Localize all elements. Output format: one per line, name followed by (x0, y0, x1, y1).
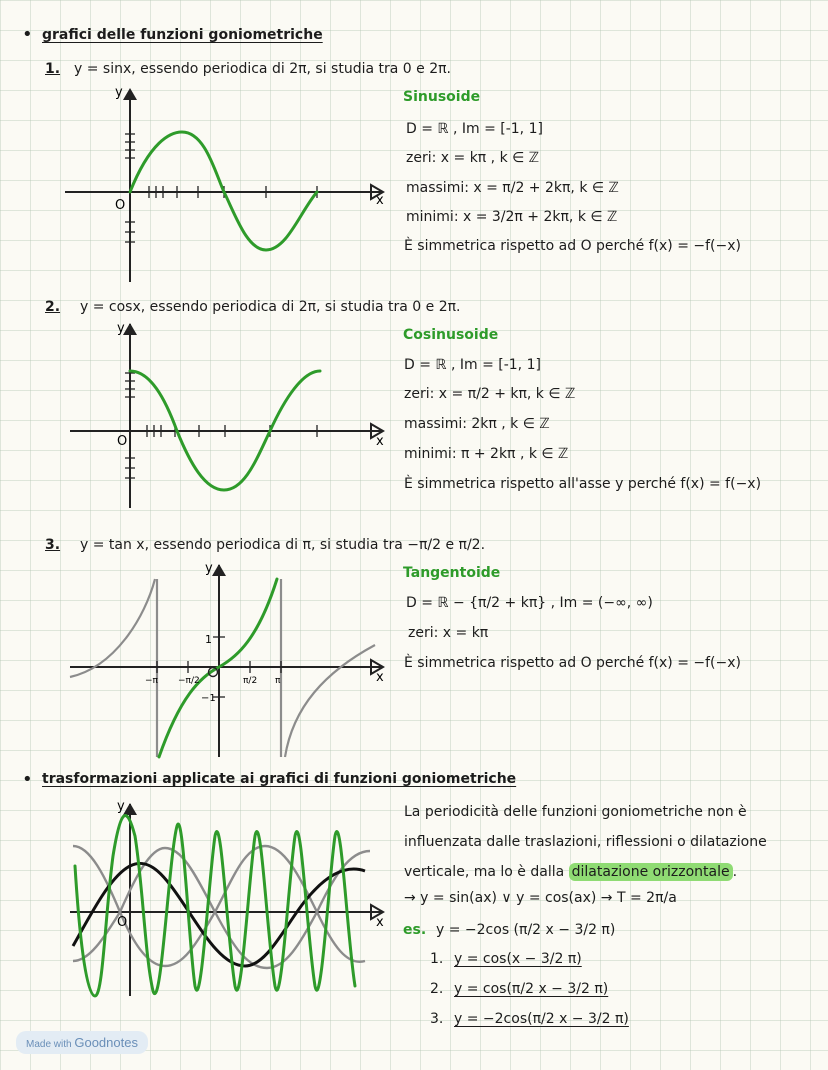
section-title-graphs: grafici delle funzioni goniometriche (42, 27, 323, 43)
cosine-minima: minimi: π + 2kπ , k ∈ ℤ (404, 446, 569, 462)
origin-label: O (115, 198, 126, 213)
cosine-ticks (125, 373, 317, 478)
sine-zeros: zeri: x = kπ , k ∈ ℤ (406, 150, 540, 166)
cosine-zeros: zeri: x = π/2 + kπ, k ∈ ℤ (404, 386, 576, 402)
cos-statement: y = cosx, essendo periodica di 2π, si studia tra 0 e 2π. (80, 299, 461, 315)
item-number-sin: 1. (45, 61, 61, 77)
y-axis-arrow (123, 88, 137, 100)
tangent-zeros: zeri: x = kπ (408, 625, 489, 641)
step-number-3: 3. (430, 1011, 444, 1027)
cosine-symmetry: È simmetrica rispetto all'asse y perché f(x) = f(−x) (404, 476, 762, 492)
tick-label-minus-one: −1 (201, 693, 216, 704)
bullet-2: • (22, 769, 33, 790)
tangent-branch-right (285, 645, 375, 757)
tan-statement: y = tan x, essendo periodica di π, si studia tra −π/2 e π/2. (80, 537, 486, 553)
x-label: x (376, 670, 384, 685)
cosine-name: Cosinusoide (403, 327, 499, 343)
tangent-branch-left (70, 579, 155, 677)
origin-label: O (117, 434, 128, 449)
tick-label-neg-half-pi: −π/2 (178, 676, 200, 686)
tangent-symmetry: È simmetrica rispetto ad O perché f(x) = −f(−x) (404, 655, 741, 671)
badge-prefix: Made with (26, 1039, 72, 1050)
y-axis-arrow (123, 803, 137, 815)
sine-maxima: massimi: x = π/2 + 2kπ, k ∈ ℤ (406, 180, 619, 196)
tick-label-pi: π (275, 676, 281, 686)
step-number-1: 1. (430, 951, 444, 967)
sine-minima: minimi: x = 3/2π + 2kπ, k ∈ ℤ (406, 209, 618, 225)
badge-brand: Goodnotes (74, 1035, 138, 1050)
cosine-domain: D = ℝ , Im = [-1, 1] (404, 357, 541, 373)
transformations-graph (65, 796, 395, 1006)
tangent-graph (65, 557, 395, 762)
y-label: y (205, 561, 213, 576)
y-label: y (115, 85, 123, 100)
step-3: y = −2cos(π/2 x − 3/2 π) (454, 1011, 629, 1027)
sin-statement: y = sinx, essendo periodica di 2π, si studia tra 0 e 2π. (74, 61, 452, 77)
sine-symmetry: È simmetrica rispetto ad O perché f(x) = −f(−x) (404, 238, 741, 254)
y-axis-arrow (212, 564, 226, 576)
tangent-name: Tangentoide (403, 565, 501, 581)
cosine-graph (65, 318, 395, 523)
step-1: y = cos(x − 3/2 π) (454, 951, 582, 967)
example-function: y = −2cos (π/2 x − 3/2 π) (436, 922, 616, 938)
tangent-domain: D = ℝ − {π/2 + kπ} , Im = (−∞, ∞) (406, 595, 653, 611)
tick-label-one: 1 (205, 633, 212, 646)
x-label: x (376, 193, 384, 208)
step-number-2: 2. (430, 981, 444, 997)
example-label: es. (403, 922, 427, 938)
paragraph-text: La periodicità delle funzioni goniometriche non è influenzata dalle traslazioni, riflessioni o dilatazione verticale, ma lo è dalla (404, 804, 767, 880)
step-2: y = cos(π/2 x − 3/2 π) (454, 981, 609, 997)
cosine-maxima: massimi: 2kπ , k ∈ ℤ (404, 416, 550, 432)
paragraph-end: . (732, 864, 738, 880)
tick-label-half-pi: π/2 (243, 676, 258, 686)
y-axis-arrow (123, 323, 137, 335)
origin-label: O (117, 915, 128, 930)
section-title-transformations: trasformazioni applicate ai grafici di funzioni goniometriche (42, 771, 517, 787)
item-number-tan: 3. (45, 537, 61, 553)
x-label: x (376, 434, 384, 449)
periodicity-paragraph (404, 797, 794, 887)
y-label: y (117, 321, 125, 336)
y-label: y (117, 799, 125, 814)
sine-name: Sinusoide (403, 89, 481, 105)
made-with-badge[interactable] (16, 1031, 148, 1054)
highlighted-term: dilatazione orizzontale (569, 863, 733, 881)
sine-graph (65, 82, 395, 287)
bullet-1: • (22, 24, 33, 45)
tick-label-neg-pi: −π (145, 676, 158, 686)
item-number-cos: 2. (45, 299, 61, 315)
sine-domain: D = ℝ , Im = [-1, 1] (406, 121, 543, 137)
period-formula: → y = sin(ax) ∨ y = cos(ax) → T = 2π/a (404, 890, 677, 906)
x-label: x (376, 915, 384, 930)
